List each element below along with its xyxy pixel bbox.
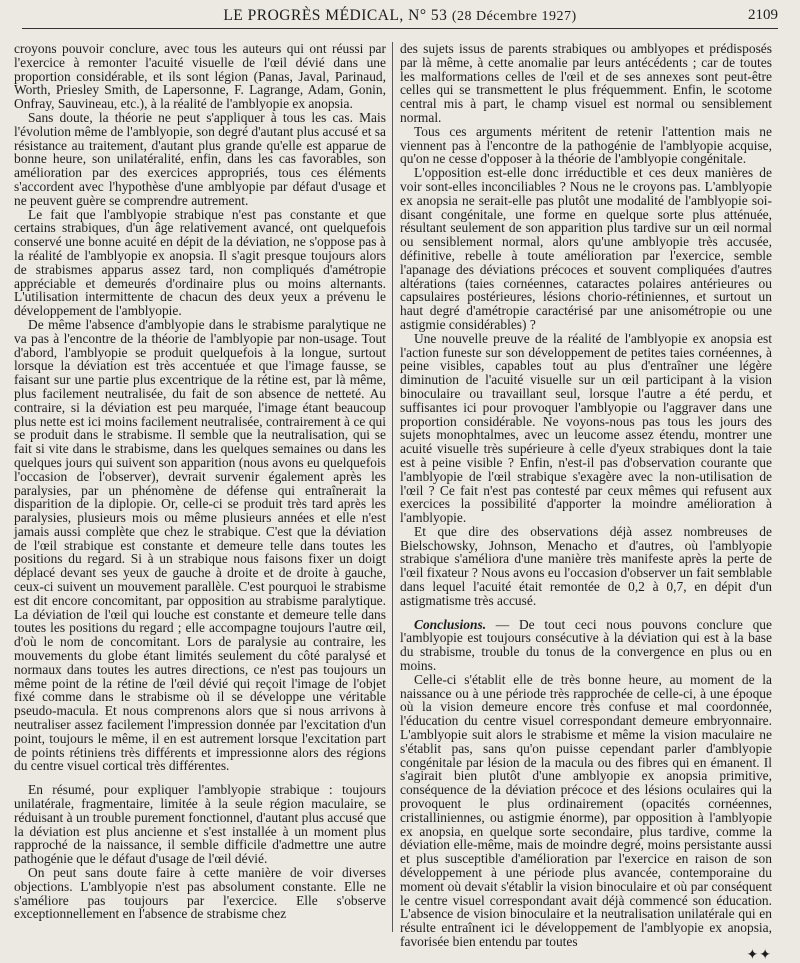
page-number: 2109: [748, 7, 778, 23]
paragraph: Une nouvelle preuve de la réalité de l'amblyopie ex anopsia est l'action funeste sur son développement de petites taies cornéennes, à peine visibles, capables tout au plus d'entraîner une légère diminution de l'acuité visuelle sur un œil participant à la vision binoculaire ou travaillant seul, lorsque l'autre a été perdu, et suffisantes ici pour provoquer l'amblyopie ou l'aggraver dans une proportion considérable. Ne voyons-nous pas tous les jours des sujets monophtalmes, avec un leucome assez étendu, montrer une acuité visuelle très supérieure à celle d'yeux strabiques dont la taie est à peine visible ? Enfin, n'est-il pas d'observation courante que l'amblyopie de l'œil strabique s'exagère avec la non-utilisation de l'œil ? Ce fait n'est pas contesté par ceux mêmes qui refusent aux exercices la possibilité d'apporter la moindre amélioration à l'amblyopie.: [400, 330, 772, 526]
end-ornament: ✦✦: [746, 947, 772, 963]
paragraph: En résumé, pour expliquer l'amblyopie strabique : toujours unilatérale, fragmentaire, limitée à la seule région maculaire, se réduisant à un trouble purement fonctionnel, d'autant plus accusé que la déviation est plus ancienne et s'est installée à un moment plus rapproché de la naissance, il semble difficile d'admettre une autre pathogénie que le défaut d'usage de l'œil dévié.: [14, 782, 386, 867]
paragraph: Celle-ci s'établit elle de très bonne heure, au moment de la naissance ou à une période très rapprochée de celle-ci, à une époque où la vision demeure encore très confuse et mal coordonnée, l'éducation du centre visuel correspondant demeure embryonnaire. L'amblyopie suit alors le strabisme et même la vision maculaire ne s'établit pas, sans qu'on puisse cependant parler d'amblyopie congénitale par lésion de la macula ou des fibres qui en émanent. Il s'agirait bien plutôt d'une amblyopie ex anopsia primitive, conséquence de la déviation précoce et des lésions oculaires qui la provoquent le plus ordinairement (opacités cornéennes, cristalliniennes, ou astigmie énorme), par opposition à l'amblyopie ex anopsia, en quelque sorte secondaire, plus tardive, comme la déviation elle-même, mais de moindre degré, moins persistante aussi et plus susceptible d'amélioration par l'exercice en raison de son développement à une période plus avancée, contemporaine du moment où devait s'établir la vision binoculaire et où par conséquent le centre visuel correspondant avait déjà commencé son éducation. L'absence de vision binoculaire et la neutralisation unilatérale qui en résulte entraînent ici le développement de l'amblyopie ex anopsia, favorisée bien entendu par toutes: [400, 671, 772, 949]
column-divider: [392, 42, 393, 932]
paragraph: croyons pouvoir conclure, avec tous les auteurs qui ont réussi par l'exercice à remonter l'acuité visuelle de l'œil dévié dans une proportion considérable, et ils sont légion (Panas, Javal, Parinaud, Worth, Priesley Smith, de Lapersonne, F. Lagrange, Adam, Gonin, Onfray, Sauvineau, etc.), à la réalité de l'amblyopie ex anopsia.: [14, 41, 386, 112]
paragraph: des sujets issus de parents strabiques ou amblyopes et prédisposés par là même, à cette anomalie par leurs antécédents ; car de toutes les malformations celles de l'œil et de ses annexes sont peut-être celles qui se transmettent le plus fréquemment. Enfin, le scotome central mis à part, le champ visuel est normal ou sensiblement normal.: [400, 41, 772, 125]
paragraph: Le fait que l'amblyopie strabique n'est pas constante et que certains strabiques, d'un âge relativement avancé, ont quelquefois conservé une bonne acuité en dépit de la déviation, ne s'oppose pas à la réalité de l'amblyopie ex anopsia. Il s'agit presque toujours alors de strabismes apparus assez tard, non compliqués d'amétropie appréciable et demeurés d'ordinaire plus ou moins alternants. L'utilisation intermittente de chacun des deux yeux a prévenu le développement de l'amblyopie.: [14, 206, 386, 319]
right-column: [400, 41, 772, 963]
issue-date: (28 Décembre 1927): [451, 9, 577, 24]
conclusions-heading: Conclusions.: [414, 616, 487, 632]
paragraph: Et que dire des observations déjà assez nombreuses de Bielschowsky, Johnson, Menacho et d'autres, où l'amblyopie strabique s'améliora d'une manière très manifeste après la perte de l'œil fixateur ? Nous avons eu l'occasion d'observer un fait semblable dans lequel l'acuité était remontée de 0,2 à 0,7, en dépit d'un astigmatisme très accusé.: [400, 523, 772, 608]
paragraph: Sans doute, la théorie ne peut s'appliquer à tous les cas. Mais l'évolution même de l'amblyopie, son degré d'autant plus accusé et sa résistance au traitement, d'autant plus grande qu'elle est apparue de bonne heure, son unilatéralité, enfin, dans les cas favorables, son amélioration par des exercices appropriés, tous ces éléments s'accordent avec l'hypothèse d'une amblyopie par défaut d'usage et ne peuvent guère se comprendre autrement.: [14, 109, 386, 208]
running-title: [22, 7, 778, 25]
paragraph: L'opposition est-elle donc irréductible et ces deux manières de voir sont-elles inconciliables ? Nous ne le croyons pas. L'amblyopie ex anopsia ne serait-elle pas plutôt une modalité de l'amblyopie soi-disant congénitale, une forme en quelque sorte plus atténuée, résultant seulement de son apparition plus tardive sur un œil normal ou sensiblement normal, alors qu'une amblyopie très accusée, définitive, rebelle à toute amélioration par l'exercice, semble l'apanage des déviations précoces et souvent compliquées d'autres altérations (taies cornéennes, cataractes polaires antérieures ou capsulaires postérieures, lésions chorio-rétiniennes, et surtout un haut degré d'amétropie caractérisé par une anisométropie ou une astigmie considérables) ?: [400, 165, 772, 332]
journal-title: LE PROGRÈS MÉDICAL, N° 53: [223, 7, 448, 24]
paragraph: On peut sans doute faire à cette manière de voir diverses objections. L'amblyopie n'est pas absolument constante. Elle ne s'améliore pas toujours par l'exercice. Elle s'observe exceptionnellement en l'absence de strabisme chez: [14, 865, 386, 922]
conclusions-paragraph: [400, 618, 772, 673]
paragraph: De même l'absence d'amblyopie dans le strabisme paralytique ne va pas à l'encontre de la théorie de l'amblyopie par non-usage. Tout d'abord, l'amblyopie se produit quelquefois à la longue, surtout lorsque la déviation est très accentuée et que l'image fausse, se faisant sur une partie plus excentrique de la rétine est, par là même, plus facilement neutralisée, du fait de son absence de netteté. Au contraire, si la déviation est peu marquée, l'image étant beaucoup plus nette est ici moins facilement neutralisée, contrairement à ce qui se produit dans le strabisme. Il semble que la neutralisation, qui se fait si vite dans le strabisme, dans les quelques semaines ou dans les quelques jours qui suivent son apparition (nous avons eu quelquefois l'occasion de l'observer), devrait survenir également après les paralysies, par un phénomène de défense qui entraînerait la disparition de la diplopie. Or, celle-ci se produit très tard après les paralysies, plusieurs mois ou même plusieurs années et elle n'est jamais aussi complète que chez le strabique. C'est que la déviation de l'œil strabique est constante et demeure telle dans toutes les positions du regard. Si à un strabique nous faisons fixer un doigt déplacé devant ses yeux de gauche à droite et de droite à gauche, ceux-ci suivent un mouvement parallèle. C'est pourquoi le strabisme est dit encore concomitant, par opposition au strabisme paralytique. La déviation de l'œil qui louche est constante et demeure telle dans toutes les positions du regard ; elle accompagne toujours l'autre œil, d'où le nom de concomitant. Lors de paralysie au contraire, les mouvements du globe étant limités seulement du côté paralysé et normaux dans toutes les autres directions, ce n'est pas toujours un même point de la rétine de l'œil dévié qui reçoit l'image de l'objet fixé comme dans le strabisme où il se développe une véritable pseudo-macula. Et nous comprenons alors que si nous arrivons à neutraliser assez facilement l'impression donnée par l'excitation d'un point, toujours le même, il en est autrement lorsque l'excitation part de points rétiniens très différents et impressionne alors des régions du centre visuel cortical très différentes.: [14, 316, 386, 774]
conclusions-text: — De tout ceci nous pouvons conclure que l'amblyopie est toujours consécutive à la déviation qui est à la base du strabisme, trouble du tonus de la convergence en plus ou en moins.: [400, 616, 772, 674]
paragraph: Tous ces arguments méritent de retenir l'attention mais ne viennent pas à l'encontre de la pathogénie de l'amblyopie acquise, qu'on ne cesse d'opposer à la théorie de l'amblyopie congénitale.: [400, 123, 772, 167]
left-column: [14, 42, 386, 942]
page-header: [22, 6, 778, 29]
